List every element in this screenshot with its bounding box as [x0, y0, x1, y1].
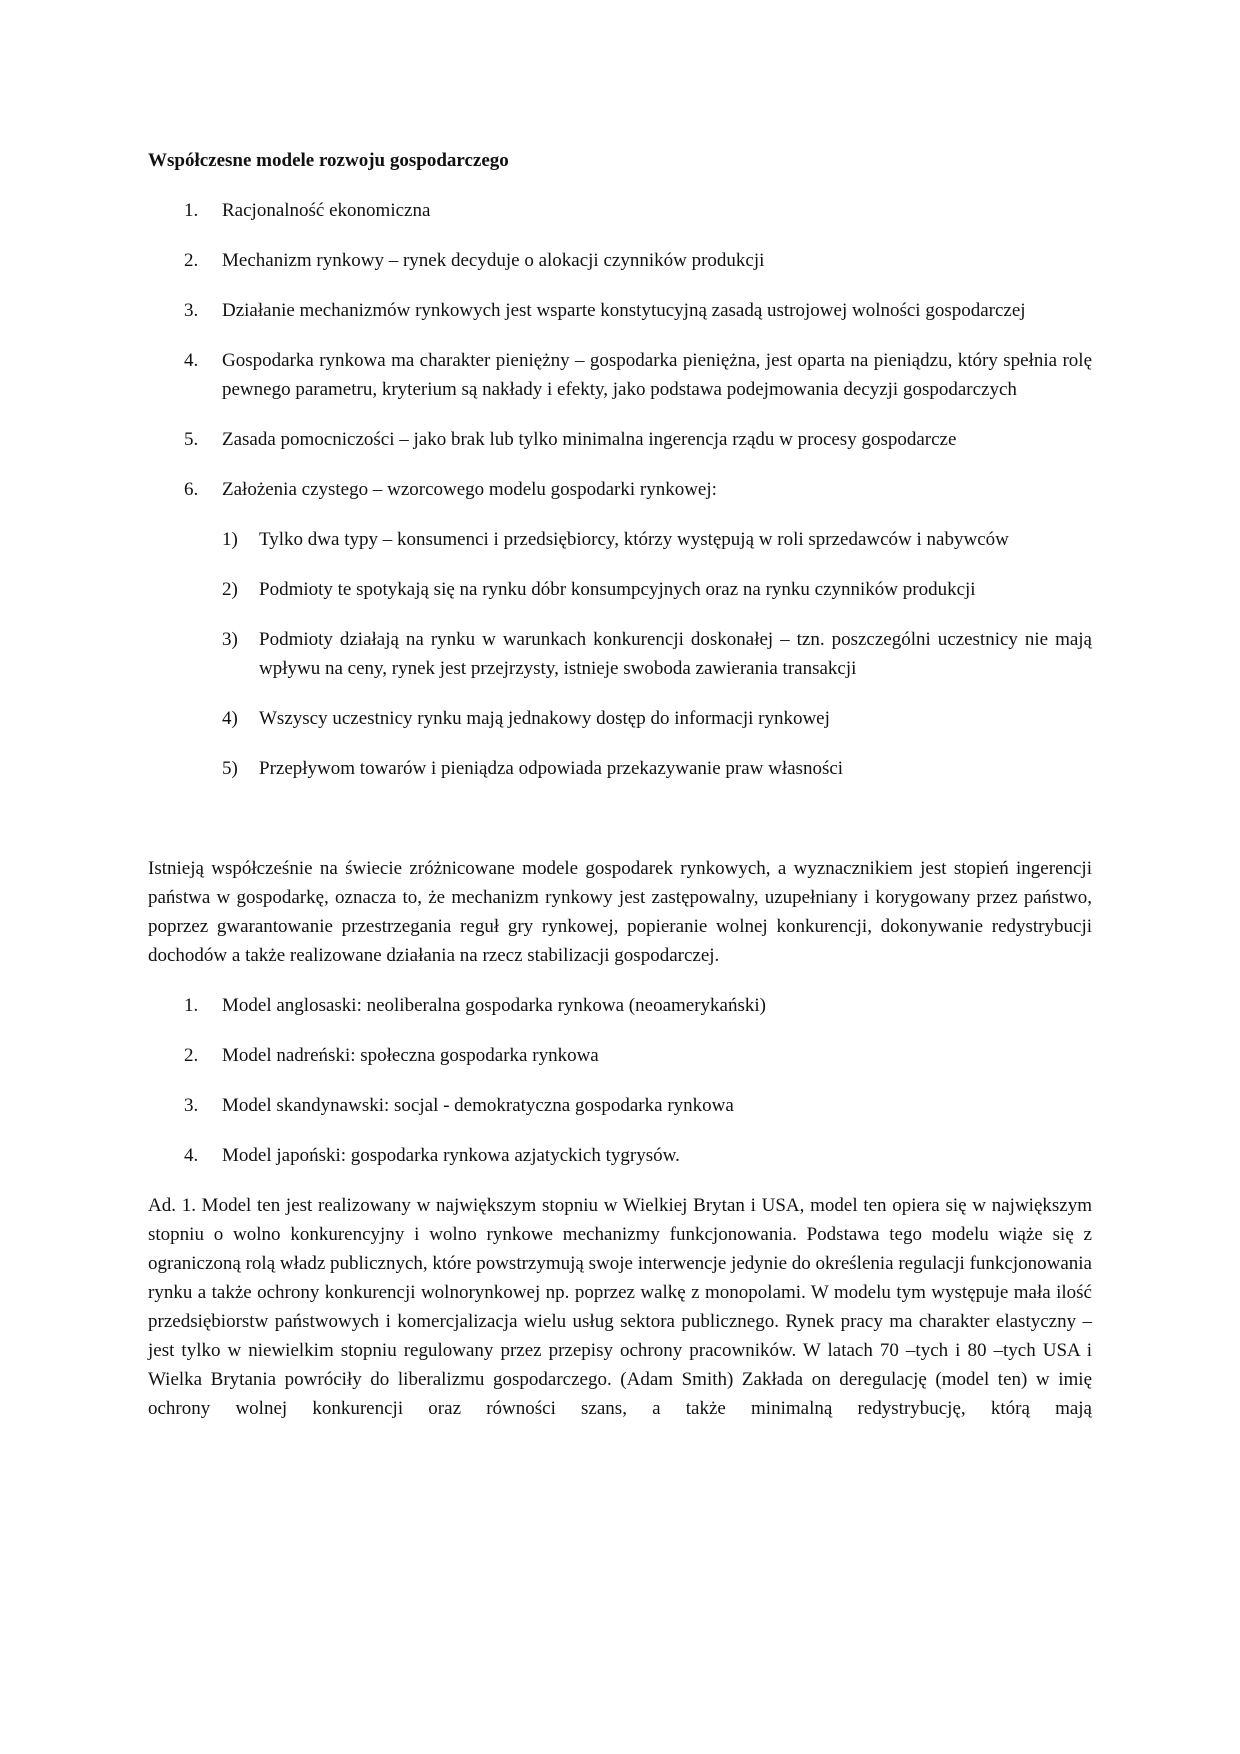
item-number: 1.: [184, 995, 199, 1016]
item-number: 3.: [184, 1095, 199, 1116]
item-number: 6.: [184, 479, 199, 500]
item-text: Racjonalność ekonomiczna: [222, 200, 431, 221]
models-list: [148, 991, 1092, 1170]
list-item: [148, 1141, 1092, 1170]
document-title: Współczesne modele rozwoju gospodarczego: [148, 150, 509, 171]
list-item: [148, 246, 1092, 275]
list-item: [148, 1041, 1092, 1070]
item-number: 1.: [184, 200, 199, 221]
item-number: 4.: [184, 1145, 199, 1166]
assumptions-sublist: [148, 525, 1092, 783]
item-text: Gospodarka rynkowa ma charakter pieniężny – gospodarka pieniężna, jest oparta na pieniądzu, który spełnia rolę pewnego parametru, kryterium są nakłady i efekty, jako podstawa podejmowania decyzji gospodarczych: [222, 350, 1092, 400]
item-text: Założenia czystego – wzorcowego modelu gospodarki rynkowej:: [222, 479, 717, 500]
list-item: [148, 346, 1092, 404]
item-text: Działanie mechanizmów rynkowych jest wsparte konstytucyjną zasadą ustrojowej wolności gospodarczej: [222, 300, 1026, 321]
item-number: 2): [222, 579, 238, 600]
item-number: 5): [222, 758, 238, 779]
item-number: 1): [222, 529, 238, 550]
item-text: Model skandynawski: socjal - demokratyczna gospodarka rynkowa: [222, 1095, 734, 1116]
item-text: Przepływom towarów i pieniądza odpowiada przekazywanie praw własności: [259, 758, 844, 779]
item-number: 3.: [184, 300, 199, 321]
item-number: 2.: [184, 1045, 199, 1066]
list-item: [148, 196, 1092, 225]
item-number: 4): [222, 708, 238, 729]
intro-paragraph: Istnieją współcześnie na świecie zróżnicowane modele gospodarek rynkowych, a wyznacznikiem jest stopień ingerencji państwa w gospodarkę, oznacza to, że mechanizm rynkowy jest zastępowalny, uzupełniany i korygowany przez państwo, poprzez gwarantowanie przestrzegania reguł gry rynkowej, popieranie wolnej konkurencji, dokonywanie redystrybucji dochodów a także realizowane działania na rzecz stabilizacji gospodarczej.: [148, 858, 1092, 966]
list-item: [148, 425, 1092, 454]
model-description-paragraph: Ad. 1. Model ten jest realizowany w największym stopniu w Wielkiej Brytan i USA, model ten opiera się w największym stopniu o wolno konkurencyjny i wolno rynkowe mechanizmy funkcjonowania. Podstawa tego modelu wiąże się z ograniczoną rolą władz publicznych, które powstrzymują swoje interwencje jedynie do określenia regulacji funkcjonowania rynku a także ochrony konkurencji wolnorynkowej np. poprzez walkę z monopolami. W modelu tym występuje mała ilość przedsiębiorstw państwowych i komercjalizacja wielu usług sektora publicznego. Rynek pracy ma charakter elastyczny – jest tylko w niewielkim stopniu regulowany przez przepisy ochrony pracowników. W latach 70 –tych i 80 –tych USA i Wielka Brytania powróciły do liberalizmu gospodarczego. (Adam Smith) Zakłada on deregulację (model ten) w imię ochrony wolnej konkurencji oraz równości szans, a także minimalną redystrybucję, którą mają: [148, 1195, 1092, 1419]
item-text: Podmioty działają na rynku w warunkach konkurencji doskonałej – tzn. poszczególni uczestnicy nie mają wpływu na ceny, rynek jest przejrzysty, istnieje swoboda zawierania transakcji: [259, 629, 1092, 679]
list-item: [148, 296, 1092, 325]
item-text: Wszyscy uczestnicy rynku mają jednakowy dostęp do informacji rynkowej: [259, 708, 830, 729]
item-number: 4.: [184, 350, 199, 371]
list-item: [148, 1091, 1092, 1120]
sublist-item: [148, 625, 1092, 683]
sublist-item: [148, 525, 1092, 554]
item-number: 3): [222, 629, 238, 650]
empty-paragraph: [148, 804, 1092, 854]
list-item: [148, 991, 1092, 1020]
item-text: Mechanizm rynkowy – rynek decyduje o alokacji czynników produkcji: [222, 250, 765, 271]
item-number: 5.: [184, 429, 199, 450]
item-text: Zasada pomocniczości – jako brak lub tylko minimalna ingerencja rządu w procesy gospodarcze: [222, 429, 957, 450]
item-number: 2.: [184, 250, 199, 271]
sublist-item: [148, 575, 1092, 604]
document-page: [148, 146, 1092, 1444]
item-text: Model japoński: gospodarka rynkowa azjatyckich tygrysów.: [222, 1145, 680, 1166]
sublist-item: [148, 704, 1092, 733]
item-text: Model nadreński: społeczna gospodarka rynkowa: [222, 1045, 599, 1066]
item-text: Model anglosaski: neoliberalna gospodarka rynkowa (neoamerykański): [222, 995, 766, 1016]
features-list: [148, 196, 1092, 504]
sublist-item: [148, 754, 1092, 783]
item-text: Tylko dwa typy – konsumenci i przedsiębiorcy, którzy występują w roli sprzedawców i nabywców: [259, 529, 1009, 550]
item-text: Podmioty te spotykają się na rynku dóbr konsumpcyjnych oraz na rynku czynników produkcji: [259, 579, 976, 600]
list-item: [148, 475, 1092, 504]
